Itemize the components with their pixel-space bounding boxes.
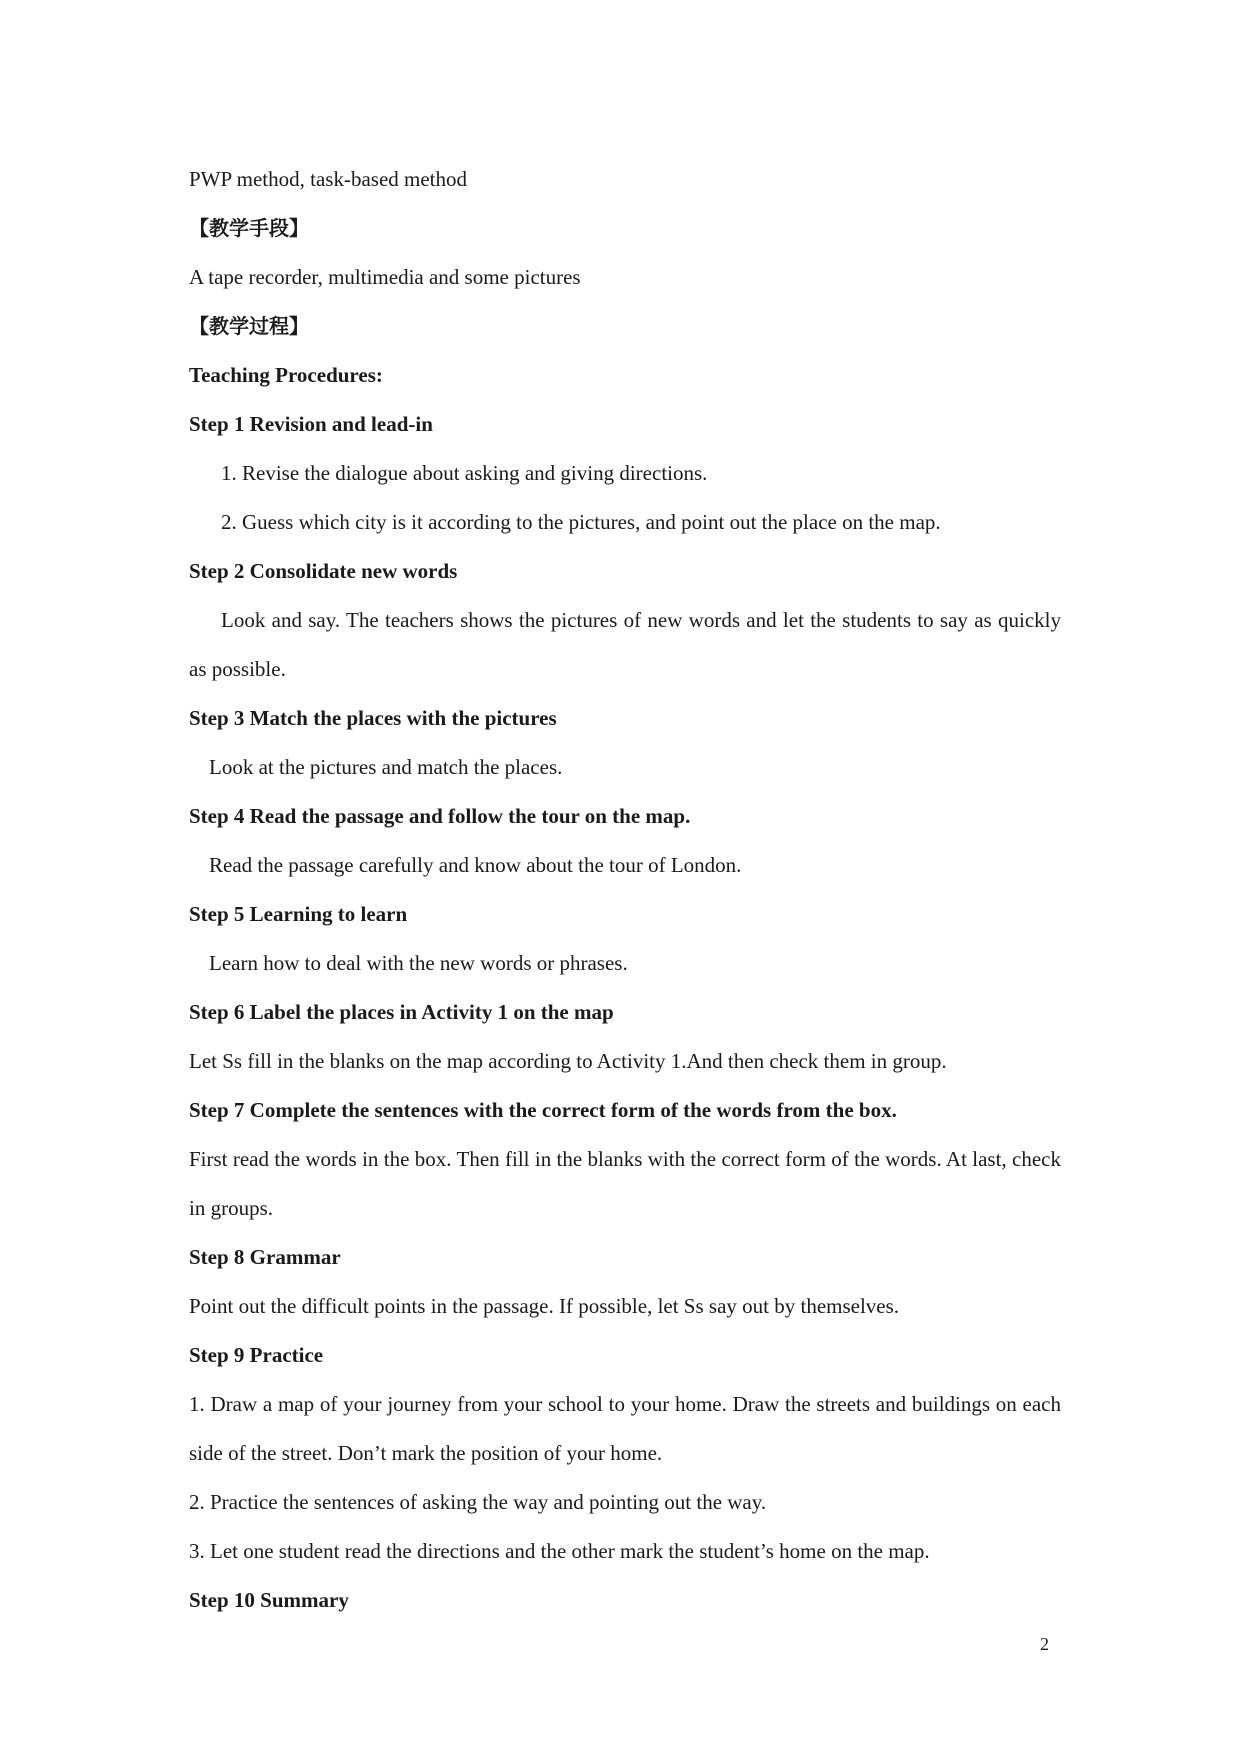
step-10-title: Step 10 Summary <box>189 1588 349 1612</box>
teaching-means-heading: 【教学手段】 <box>189 216 309 240</box>
step-1-item-2: 2. Guess which city is it according to the pictures, and point out the place on the map. <box>221 510 941 534</box>
step-9-title: Step 9 Practice <box>189 1343 324 1367</box>
step-3-title: Step 3 Match the places with the pictures <box>189 706 557 730</box>
step-2-text: Look and say. The teachers shows the pictures of new words and let the students to say as quickly as possible. <box>189 608 1061 681</box>
step-7-text: First read the words in the box. Then fill in the blanks with the correct form of the words. At last, check in groups. <box>189 1147 1061 1220</box>
teaching-process-heading: 【教学过程】 <box>189 314 309 338</box>
step-5-title: Step 5 Learning to learn <box>189 902 408 926</box>
step-3-text: Look at the pictures and match the places. <box>209 755 563 779</box>
step-6-title: Step 6 Label the places in Activity 1 on the map <box>189 1000 614 1024</box>
teaching-method-text: PWP method, task-based method <box>189 167 468 191</box>
page-number: 2 <box>1040 1634 1049 1654</box>
step-4-title: Step 4 Read the passage and follow the tour on the map. <box>189 804 691 828</box>
step-6-text: Let Ss fill in the blanks on the map according to Activity 1.And then check them in group. <box>189 1049 947 1073</box>
step-8-text: Point out the difficult points in the passage. If possible, let Ss say out by themselves. <box>189 1294 900 1318</box>
teaching-means-text: A tape recorder, multimedia and some pictures <box>189 265 581 289</box>
step-5-text: Learn how to deal with the new words or phrases. <box>209 951 628 975</box>
step-7-title: Step 7 Complete the sentences with the correct form of the words from the box. <box>189 1098 897 1122</box>
step-1-title: Step 1 Revision and lead-in <box>189 412 433 436</box>
lesson-plan-body <box>189 155 1061 1625</box>
teaching-procedures-heading: Teaching Procedures: <box>189 363 383 387</box>
step-9-item-2: 2. Practice the sentences of asking the way and pointing out the way. <box>189 1490 767 1514</box>
step-9-item-3: 3. Let one student read the directions and the other mark the student’s home on the map. <box>189 1539 930 1563</box>
step-8-title: Step 8 Grammar <box>189 1245 341 1269</box>
step-4-text: Read the passage carefully and know about the tour of London. <box>209 853 742 877</box>
step-2-title: Step 2 Consolidate new words <box>189 559 458 583</box>
step-9-item-1: 1. Draw a map of your journey from your school to your home. Draw the streets and buildings on each side of the street. Don’t mark the position of your home. <box>189 1392 1061 1465</box>
step-1-item-1: 1. Revise the dialogue about asking and giving directions. <box>221 461 708 485</box>
